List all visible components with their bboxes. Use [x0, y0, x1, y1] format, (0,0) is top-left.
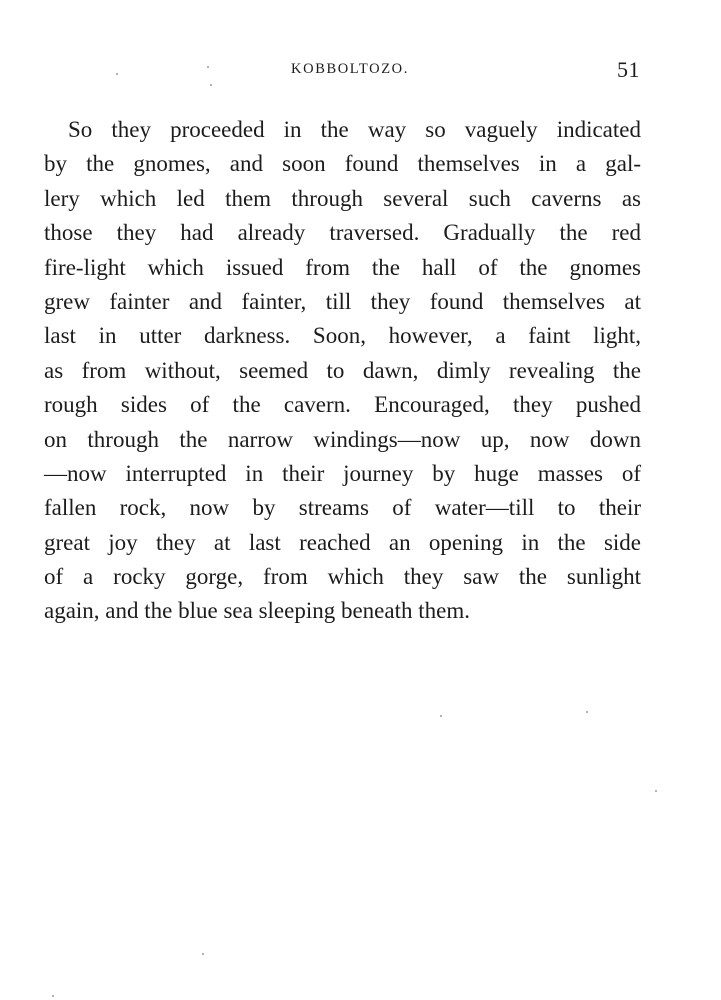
text-line: those they had already traversed. Gradually the red	[44, 220, 641, 246]
text-line: great joy they at last reached an opening in the side	[44, 529, 641, 555]
text-line: by the gnomes, and soon found themselves in a gal-	[44, 151, 641, 177]
text-line: again, and the blue sea sleeping beneath them.	[44, 598, 470, 624]
text-line: fallen rock, now by streams of water—till to their	[44, 495, 641, 521]
running-head	[44, 58, 640, 84]
paper-speck	[440, 715, 442, 717]
text-line: grew fainter and fainter, till they found themselves at	[44, 288, 641, 314]
text-line: fire-light which issued from the hall of the gnomes	[44, 254, 641, 280]
text-line: —now interrupted in their journey by huge masses of	[44, 460, 641, 486]
paper-speck	[655, 790, 657, 792]
paper-speck	[207, 66, 209, 68]
body-paragraph	[44, 113, 641, 629]
text-line: of a rocky gorge, from which they saw the sunlight	[44, 564, 641, 590]
paper-speck	[586, 711, 588, 713]
paper-speck	[116, 73, 118, 75]
paper-speck	[202, 953, 204, 955]
page-number: 51	[617, 57, 640, 82]
paper-speck	[210, 84, 212, 86]
paper-speck	[52, 995, 54, 997]
text-line: as from without, seemed to dawn, dimly revealing the	[44, 357, 641, 383]
text-line: rough sides of the cavern. Encouraged, they pushed	[44, 392, 641, 418]
running-title: KOBBOLTOZO.	[291, 61, 409, 77]
text-line: on through the narrow windings—now up, now down	[44, 426, 641, 452]
text-line: So they proceeded in the way so vaguely indicated	[68, 117, 641, 142]
text-line: last in utter darkness. Soon, however, a faint light,	[44, 323, 641, 349]
text-line: lery which led them through several such caverns as	[44, 185, 641, 211]
